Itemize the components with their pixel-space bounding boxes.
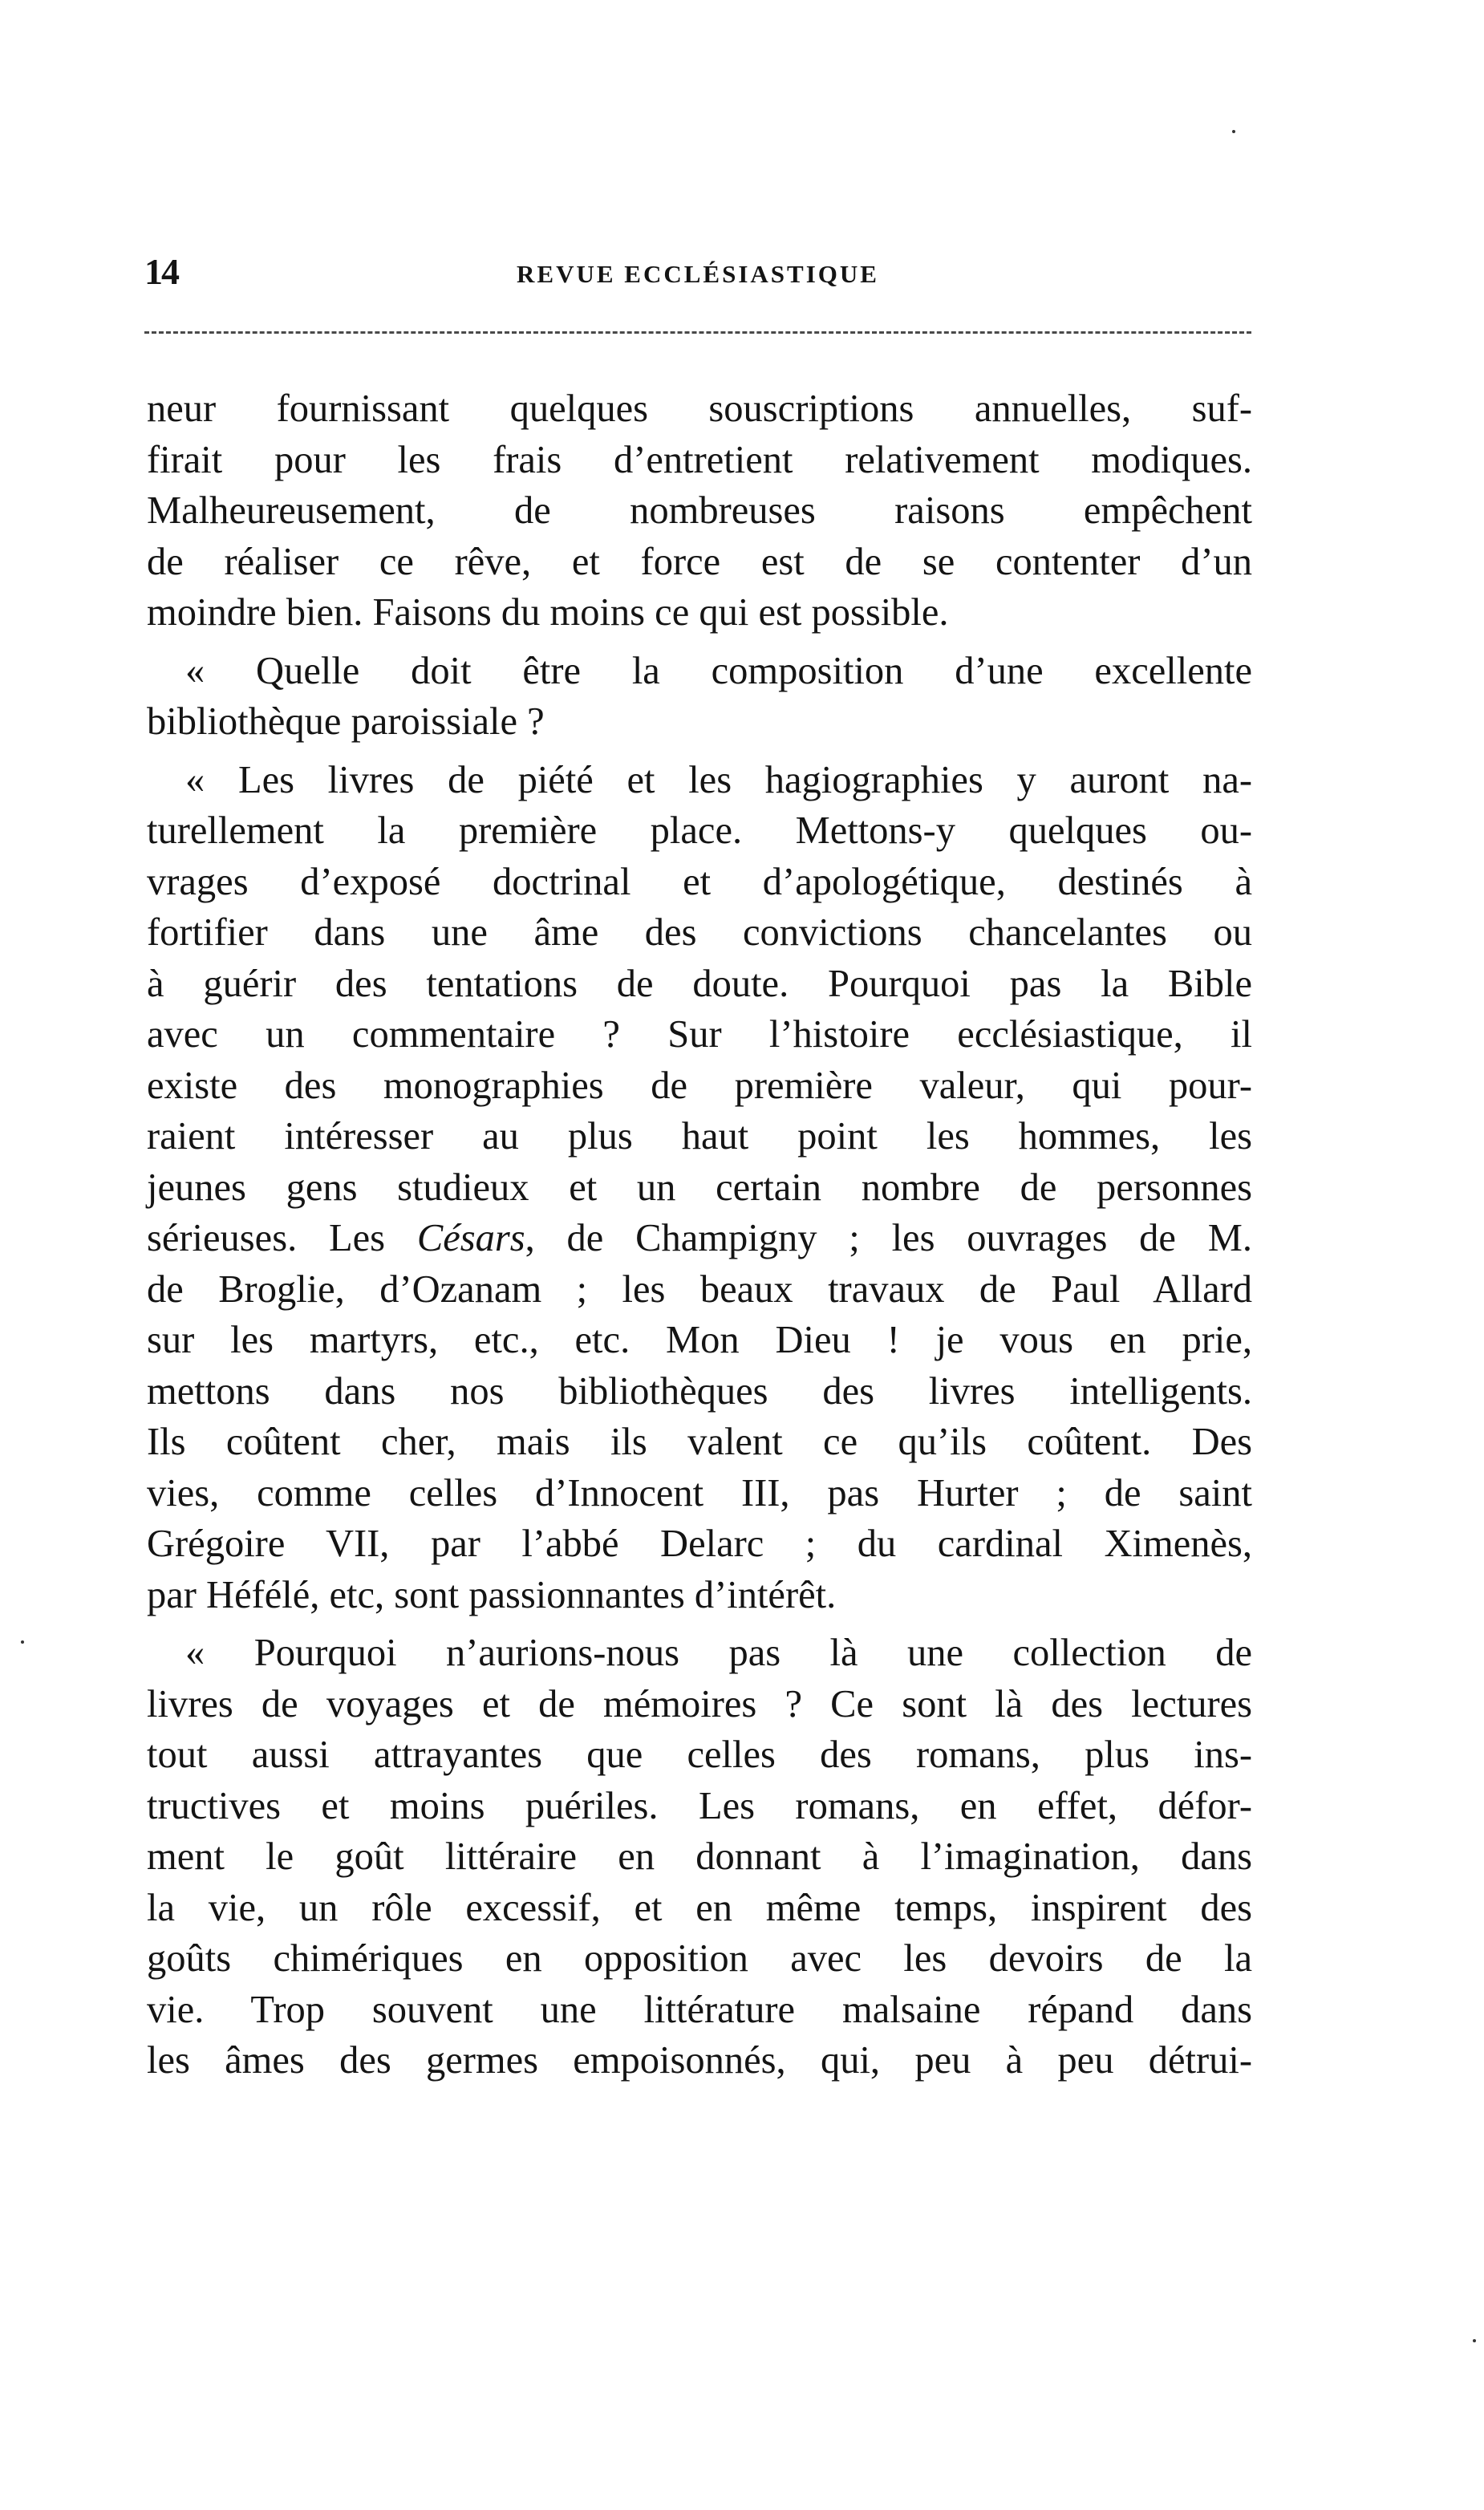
text-line: livres de voyages et de mémoires ? Ce sont là des lectures bbox=[147, 1682, 1252, 1725]
running-head bbox=[144, 250, 1251, 298]
text-line: neur fournissant quelques souscriptions annuelles, suf- bbox=[147, 387, 1252, 430]
text-line: Ils coûtent cher, mais ils valent ce qu’ils coûtent. Des bbox=[147, 1421, 1252, 1463]
text-line: de réaliser ce rêve, et force est de se contenter d’un bbox=[147, 540, 1252, 583]
paragraph-travel-books bbox=[147, 1628, 1252, 2086]
text-line: moindre bien. Faisons du moins ce qui est possible. bbox=[147, 591, 949, 634]
text-line: firait pour les frais d’entretient relativement modiques. bbox=[147, 438, 1252, 481]
text-line: avec un commentaire ? Sur l’histoire ecclésiastique, il bbox=[147, 1013, 1252, 1056]
text-line: vies, comme celles d’Innocent III, pas Hurter ; de saint bbox=[147, 1471, 1252, 1515]
journal-title: REVUE ECCLÉSIASTIQUE bbox=[517, 260, 879, 288]
text-line: de Broglie, d’Ozanam ; les beaux travaux de Paul Allard bbox=[147, 1267, 1252, 1311]
text-line: ment le goût littéraire en donnant à l’imagination, dans bbox=[147, 1835, 1252, 1878]
text-line: les âmes des germes empoisonnés, qui, peu à peu détrui- bbox=[147, 2039, 1252, 2082]
text-line: sérieuses. Les Césars, de Champigny ; les ouvrages de M. bbox=[147, 1217, 1252, 1259]
body-text bbox=[147, 383, 1252, 2086]
header-rule bbox=[144, 331, 1251, 334]
text-line: existe des monographies de première valeur, qui pour- bbox=[147, 1064, 1252, 1107]
text-line: mettons dans nos bibliothèques des livres intelligents. bbox=[147, 1369, 1252, 1413]
scan-speck bbox=[21, 1640, 24, 1644]
page-number: 14 bbox=[144, 251, 178, 292]
text-line: sur les martyrs, etc., etc. Mon Dieu ! je vous en prie, bbox=[147, 1319, 1252, 1361]
text-line: bibliothèque paroissiale ? bbox=[147, 700, 545, 743]
text-line: la vie, un rôle excessif, et en même temps, inspirent des bbox=[147, 1886, 1252, 1929]
text-line: à guérir des tentations de doute. Pourquoi pas la Bible bbox=[147, 962, 1252, 1005]
text-line: fortifier dans une âme des convictions chancelantes ou bbox=[147, 911, 1252, 954]
text-line: jeunes gens studieux et un certain nombre de personnes bbox=[147, 1166, 1252, 1209]
scan-speck bbox=[1232, 130, 1235, 133]
text-line: « Pourquoi n’aurions-nous pas là une collection de bbox=[185, 1632, 1252, 1674]
text-line: Malheureusement, de nombreuses raisons empêchent bbox=[147, 489, 1252, 532]
paragraph-continuation bbox=[147, 383, 1252, 639]
text-line: vie. Trop souvent une littérature malsaine répand dans bbox=[147, 1988, 1252, 2031]
text-line: par Héfélé, etc, sont passionnantes d’intérêt. bbox=[147, 1573, 837, 1616]
book-title-italic: Césars bbox=[416, 1217, 525, 1259]
text-line: « Quelle doit être la composition d’une excellente bbox=[185, 649, 1252, 692]
text-line: tructives et moins puériles. Les romans, en effet, défor- bbox=[147, 1784, 1252, 1827]
paragraph-books bbox=[147, 755, 1252, 1621]
text-line: tout aussi attrayantes que celles des romans, plus ins- bbox=[147, 1733, 1252, 1776]
paragraph-question bbox=[147, 646, 1252, 748]
text-line: goûts chimériques en opposition avec les devoirs de la bbox=[147, 1937, 1252, 1980]
text-line: « Les livres de piété et les hagiographies y auront na- bbox=[185, 758, 1252, 801]
text-line: Grégoire VII, par l’abbé Delarc ; du cardinal Ximenès, bbox=[147, 1523, 1252, 1565]
text-line: vrages d’exposé doctrinal et d’apologétique, destinés à bbox=[147, 860, 1252, 903]
text-line: raient intéresser au plus haut point les hommes, les bbox=[147, 1115, 1252, 1158]
scan-speck bbox=[1473, 2339, 1476, 2342]
text-line: turellement la première place. Mettons-y quelques ou- bbox=[147, 809, 1252, 852]
